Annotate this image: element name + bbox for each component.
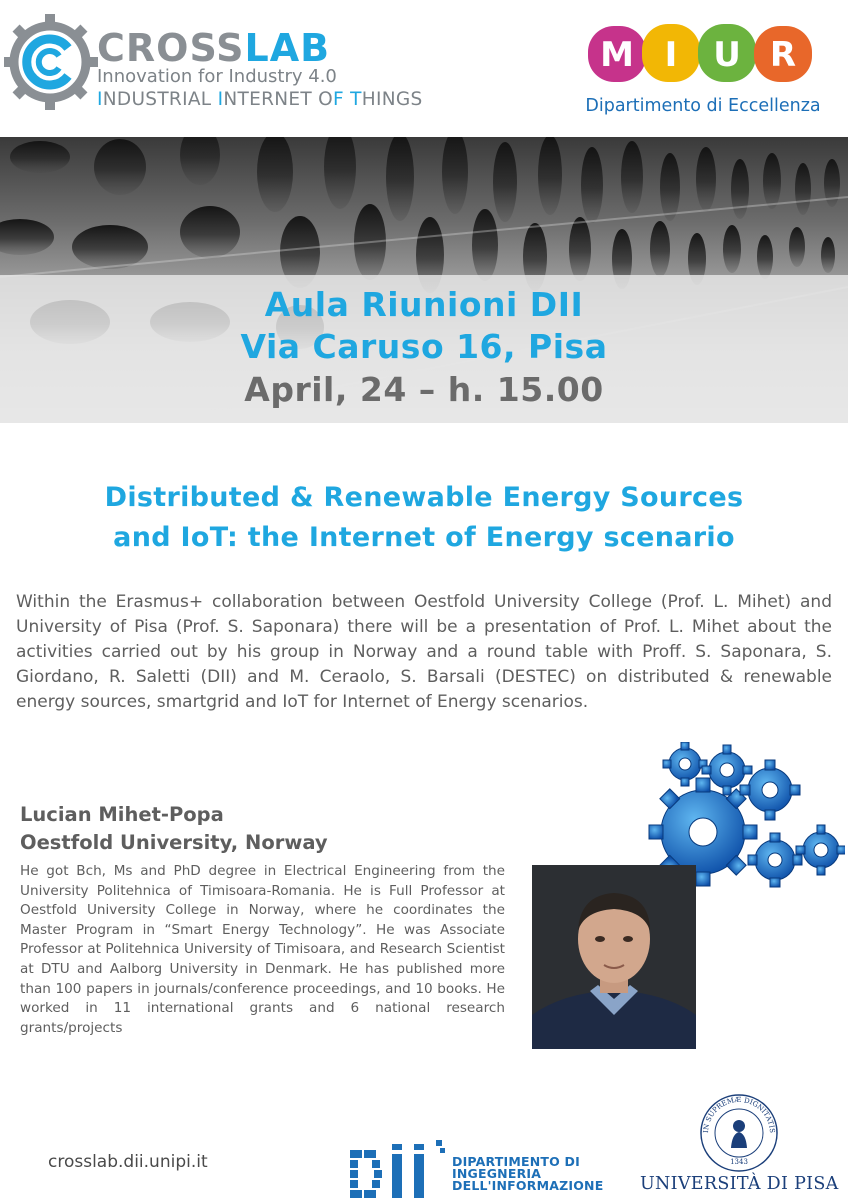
unipi-name: UNIVERSITÀ DI PISA [640,1174,839,1194]
speaker-photo [532,865,696,1049]
iiot-seg-2: I [217,89,224,110]
iiot-seg-6: HINGS [361,89,423,110]
crosslab-iiot-line [97,88,423,112]
event-title [0,478,848,558]
dii-line1: DIPARTIMENTO DI [452,1154,580,1169]
venue-banner [0,137,848,423]
header [0,0,848,135]
speaker-bio: He got Bch, Ms and PhD degree in Electrical Engineering from the University Politehnica of Timisoara-Romania. He is Full Professor at Oestfold University College in Norway, where he coordinates the Master Program in “Smart Energy Technology”. He was Associate Professor at Politehnica University of Timisoara, and Research Scientist at DTU and Aalborg University in Denmark. He has published more than 100 papers in journals/conference proceedings, and 10 books. He worked in 11 international grants and 6 national research grants/projects [20,863,505,1036]
crosslab-tagline: Innovation for Industry 4.0 [97,66,337,87]
speaker-portrait-image [532,865,696,1049]
iiot-seg-0: I [97,89,103,110]
miur-letters-logo [586,20,816,88]
miur-letter-i: I [664,35,678,75]
miur-letter-m: M [600,35,634,75]
crosslab-wordmark [97,28,423,68]
venue-address: Via Caruso 16, Pisa [240,327,608,366]
crosslab-brand [97,28,423,112]
crosslab-wordmark-cross: CROSS [97,26,245,70]
unipi-seal-icon [698,1092,780,1174]
dii-logo-icon [348,1140,448,1200]
venue-room: Aula Riunioni DII [264,285,584,324]
iiot-seg-1: NDUSTRIAL [102,89,218,110]
event-description: Within the Erasmus+ collaboration between Oestfold University College (Prof. L. Mihet) and University of Pisa (Prof. S. Saponara) there will be a presentation of Prof. L. Mihet about the activities carried out by his group in Norway and a round table with Proff. S. Saponara, S. Giordano, R. Saletti (DII) and M. Ceraolo, S. Barsali (DESTEC) on distributed & renewable energy sources, smartgrid and IoT for Internet of Energy scenarios. [16,592,832,712]
speaker-affiliation: Oestfold University, Norway [20,831,328,854]
venue-date-time: April, 24 – h. 15.00 [244,370,604,409]
crosslab-wordmark-lab: LAB [244,26,331,70]
event-title-line2: and IoT: the Internet of Energy scenario [113,522,735,553]
crosslab-gear-logo-icon [4,4,99,116]
event-title-line1: Distributed & Renewable Energy Sources [104,482,744,513]
dii-name [452,1156,603,1192]
venue-info [0,284,848,412]
iiot-seg-3: NTERNET O [223,89,334,110]
miur-letter-r: R [769,35,797,75]
seal-year: 1343 [730,1158,748,1166]
iiot-seg-5: T [350,89,362,110]
footer-website-link[interactable]: crosslab.dii.unipi.it [48,1152,208,1172]
dii-line3: DELL'INFORMAZIONE [452,1178,604,1193]
miur-logo [578,20,828,120]
seal-motto: IN SUPREMÆ DIGNITATIS [701,1095,777,1134]
iiot-seg-4: F [333,89,351,110]
speaker-name: Lucian Mihet-Popa [20,803,224,826]
dii-line2: INGEGNERIA [452,1166,542,1181]
miur-letter-u: U [713,35,741,75]
miur-caption: Dipartimento di Eccellenza [585,96,821,116]
